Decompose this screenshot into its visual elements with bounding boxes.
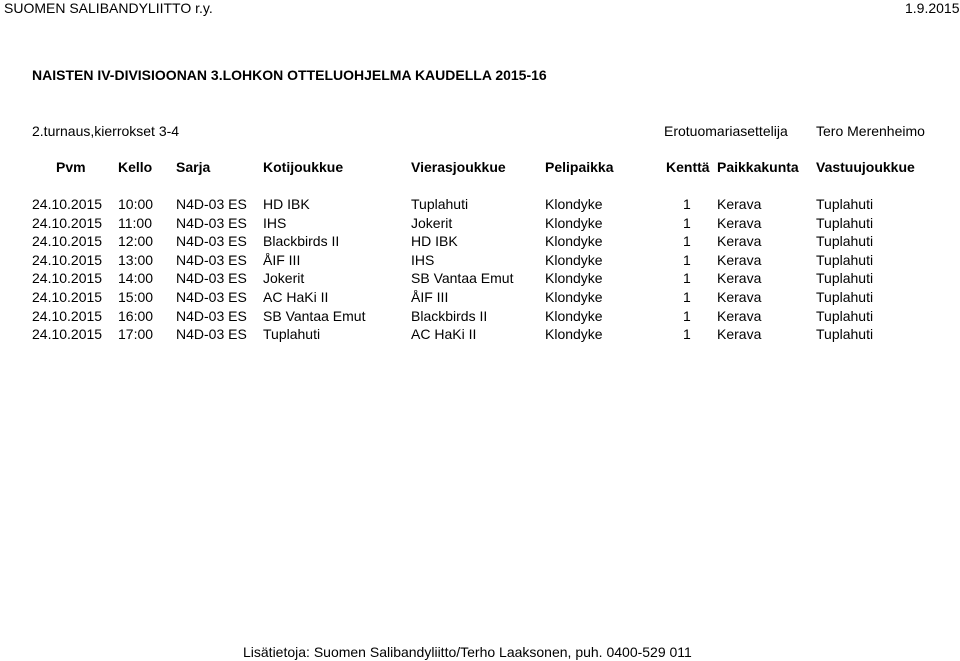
table-cell-sarja: N4D-03 ES <box>176 214 247 231</box>
table-cell-kentta: 1 <box>683 251 691 268</box>
table-cell-vastuujoukkue: Tuplahuti <box>816 326 874 343</box>
table-cell-pelipaikka: Klondyke <box>545 214 603 231</box>
table-cell-kotijoukkue: HD IBK <box>263 196 310 212</box>
table-cell-sarja: N4D-03 ES <box>176 289 247 305</box>
page-title: NAISTEN IV-DIVISIOONAN 3.LOHKON OTTELUOHJELMA KAUDELLA 2015-16 <box>32 67 547 83</box>
table-cell-sarja: N4D-03 ES <box>176 307 247 324</box>
column-header-sarja: Sarja <box>176 159 211 175</box>
table-cell-vierasjoukkue: Tuplahuti <box>411 196 469 212</box>
table-cell-sarja: N4D-03 ES <box>176 270 247 287</box>
table-cell-kentta: 1 <box>683 307 691 324</box>
column-header-pelipaikka: Pelipaikka <box>545 159 614 175</box>
table-cell-pelipaikka: Klondyke <box>545 196 603 212</box>
table-cell-paikkakunta: Kerava <box>717 270 762 287</box>
table-cell-vierasjoukkue: HD IBK <box>411 233 458 250</box>
referee-label: Erotuomariasettelija <box>664 123 788 139</box>
table-cell-pvm: 24.10.2015 <box>32 270 103 287</box>
table-cell-kotijoukkue: SB Vantaa Emut <box>263 307 366 324</box>
column-header-paikkakunta: Paikkakunta <box>717 159 799 175</box>
table-cell-paikkakunta: Kerava <box>717 233 762 250</box>
table-cell-kello: 11:00 <box>118 214 152 231</box>
column-header-kotijoukkue: Kotijoukkue <box>263 159 344 175</box>
table-cell-kello: 16:00 <box>118 307 154 324</box>
table-cell-pelipaikka: Klondyke <box>545 307 603 324</box>
column-header-pvm: Pvm <box>56 159 86 175</box>
table-cell-kentta: 1 <box>683 326 691 343</box>
table-cell-kentta: 1 <box>683 214 691 231</box>
column-header-vastuujoukkue: Vastuujoukkue <box>816 159 915 175</box>
table-cell-pvm: 24.10.2015 <box>32 214 103 231</box>
referee-name: Tero Merenheimo <box>816 123 925 139</box>
table-cell-kello: 15:00 <box>118 289 154 305</box>
table-cell-vierasjoukkue: AC HaKi II <box>411 326 477 343</box>
table-cell-paikkakunta: Kerava <box>717 326 762 343</box>
table-cell-paikkakunta: Kerava <box>717 307 762 324</box>
column-header-kentta: Kenttä <box>666 159 710 175</box>
organization-name: SUOMEN SALIBANDYLIITTO r.y. <box>4 0 213 16</box>
table-cell-pvm: 24.10.2015 <box>32 326 103 343</box>
column-header-kello: Kello <box>118 159 153 175</box>
table-cell-vierasjoukkue: Jokerit <box>411 214 453 231</box>
table-cell-paikkakunta: Kerava <box>717 289 762 305</box>
table-cell-vastuujoukkue: Tuplahuti <box>816 214 874 231</box>
table-cell-kotijoukkue: ÅIF III <box>263 251 301 268</box>
table-cell-kotijoukkue: Blackbirds II <box>263 233 340 250</box>
table-cell-sarja: N4D-03 ES <box>176 326 247 343</box>
table-cell-pvm: 24.10.2015 <box>32 289 103 305</box>
table-cell-pelipaikka: Klondyke <box>545 270 603 287</box>
table-cell-pelipaikka: Klondyke <box>545 251 603 268</box>
table-cell-kotijoukkue: IHS <box>263 214 287 231</box>
table-cell-vierasjoukkue: IHS <box>411 251 435 268</box>
table-cell-vastuujoukkue: Tuplahuti <box>816 289 874 305</box>
table-cell-kello: 17:00 <box>118 326 154 343</box>
table-cell-vierasjoukkue: SB Vantaa Emut <box>411 270 514 287</box>
table-cell-kello: 14:00 <box>118 270 154 287</box>
table-cell-paikkakunta: Kerava <box>717 214 762 231</box>
table-cell-kentta: 1 <box>683 196 691 212</box>
footer-contact: Lisätietoja: Suomen Salibandyliitto/Terho Laaksonen, puh. 0400-529 011 <box>243 644 692 660</box>
table-cell-sarja: N4D-03 ES <box>176 233 247 250</box>
table-cell-pvm: 24.10.2015 <box>32 307 103 324</box>
table-cell-vierasjoukkue: Blackbirds II <box>411 307 488 324</box>
table-cell-vastuujoukkue: Tuplahuti <box>816 251 874 268</box>
document-date: 1.9.2015 <box>905 0 960 16</box>
table-cell-pvm: 24.10.2015 <box>32 251 103 268</box>
table-cell-vastuujoukkue: Tuplahuti <box>816 196 874 212</box>
table-cell-kello: 12:00 <box>118 233 154 250</box>
table-cell-pvm: 24.10.2015 <box>32 196 103 212</box>
column-header-vierasjoukkue: Vierasjoukkue <box>411 159 506 175</box>
table-cell-vastuujoukkue: Tuplahuti <box>816 307 874 324</box>
table-cell-pelipaikka: Klondyke <box>545 326 603 343</box>
table-cell-kentta: 1 <box>683 289 691 305</box>
round-info: 2.turnaus,kierrokset 3-4 <box>32 123 180 139</box>
table-cell-sarja: N4D-03 ES <box>176 251 247 268</box>
table-cell-sarja: N4D-03 ES <box>176 196 247 212</box>
table-cell-kotijoukkue: AC HaKi II <box>263 289 329 305</box>
table-cell-kotijoukkue: Jokerit <box>263 270 305 287</box>
table-cell-vastuujoukkue: Tuplahuti <box>816 270 874 287</box>
table-cell-paikkakunta: Kerava <box>717 196 762 212</box>
table-cell-kello: 10:00 <box>118 196 154 212</box>
table-cell-kentta: 1 <box>683 233 691 250</box>
table-cell-kello: 13:00 <box>118 251 154 268</box>
table-cell-pvm: 24.10.2015 <box>32 233 103 250</box>
table-cell-pelipaikka: Klondyke <box>545 289 603 305</box>
table-cell-vastuujoukkue: Tuplahuti <box>816 233 874 250</box>
table-cell-pelipaikka: Klondyke <box>545 233 603 250</box>
table-cell-kentta: 1 <box>683 270 691 287</box>
table-cell-kotijoukkue: Tuplahuti <box>263 326 321 343</box>
table-cell-vierasjoukkue: ÅIF III <box>411 289 449 305</box>
table-cell-paikkakunta: Kerava <box>717 251 762 268</box>
